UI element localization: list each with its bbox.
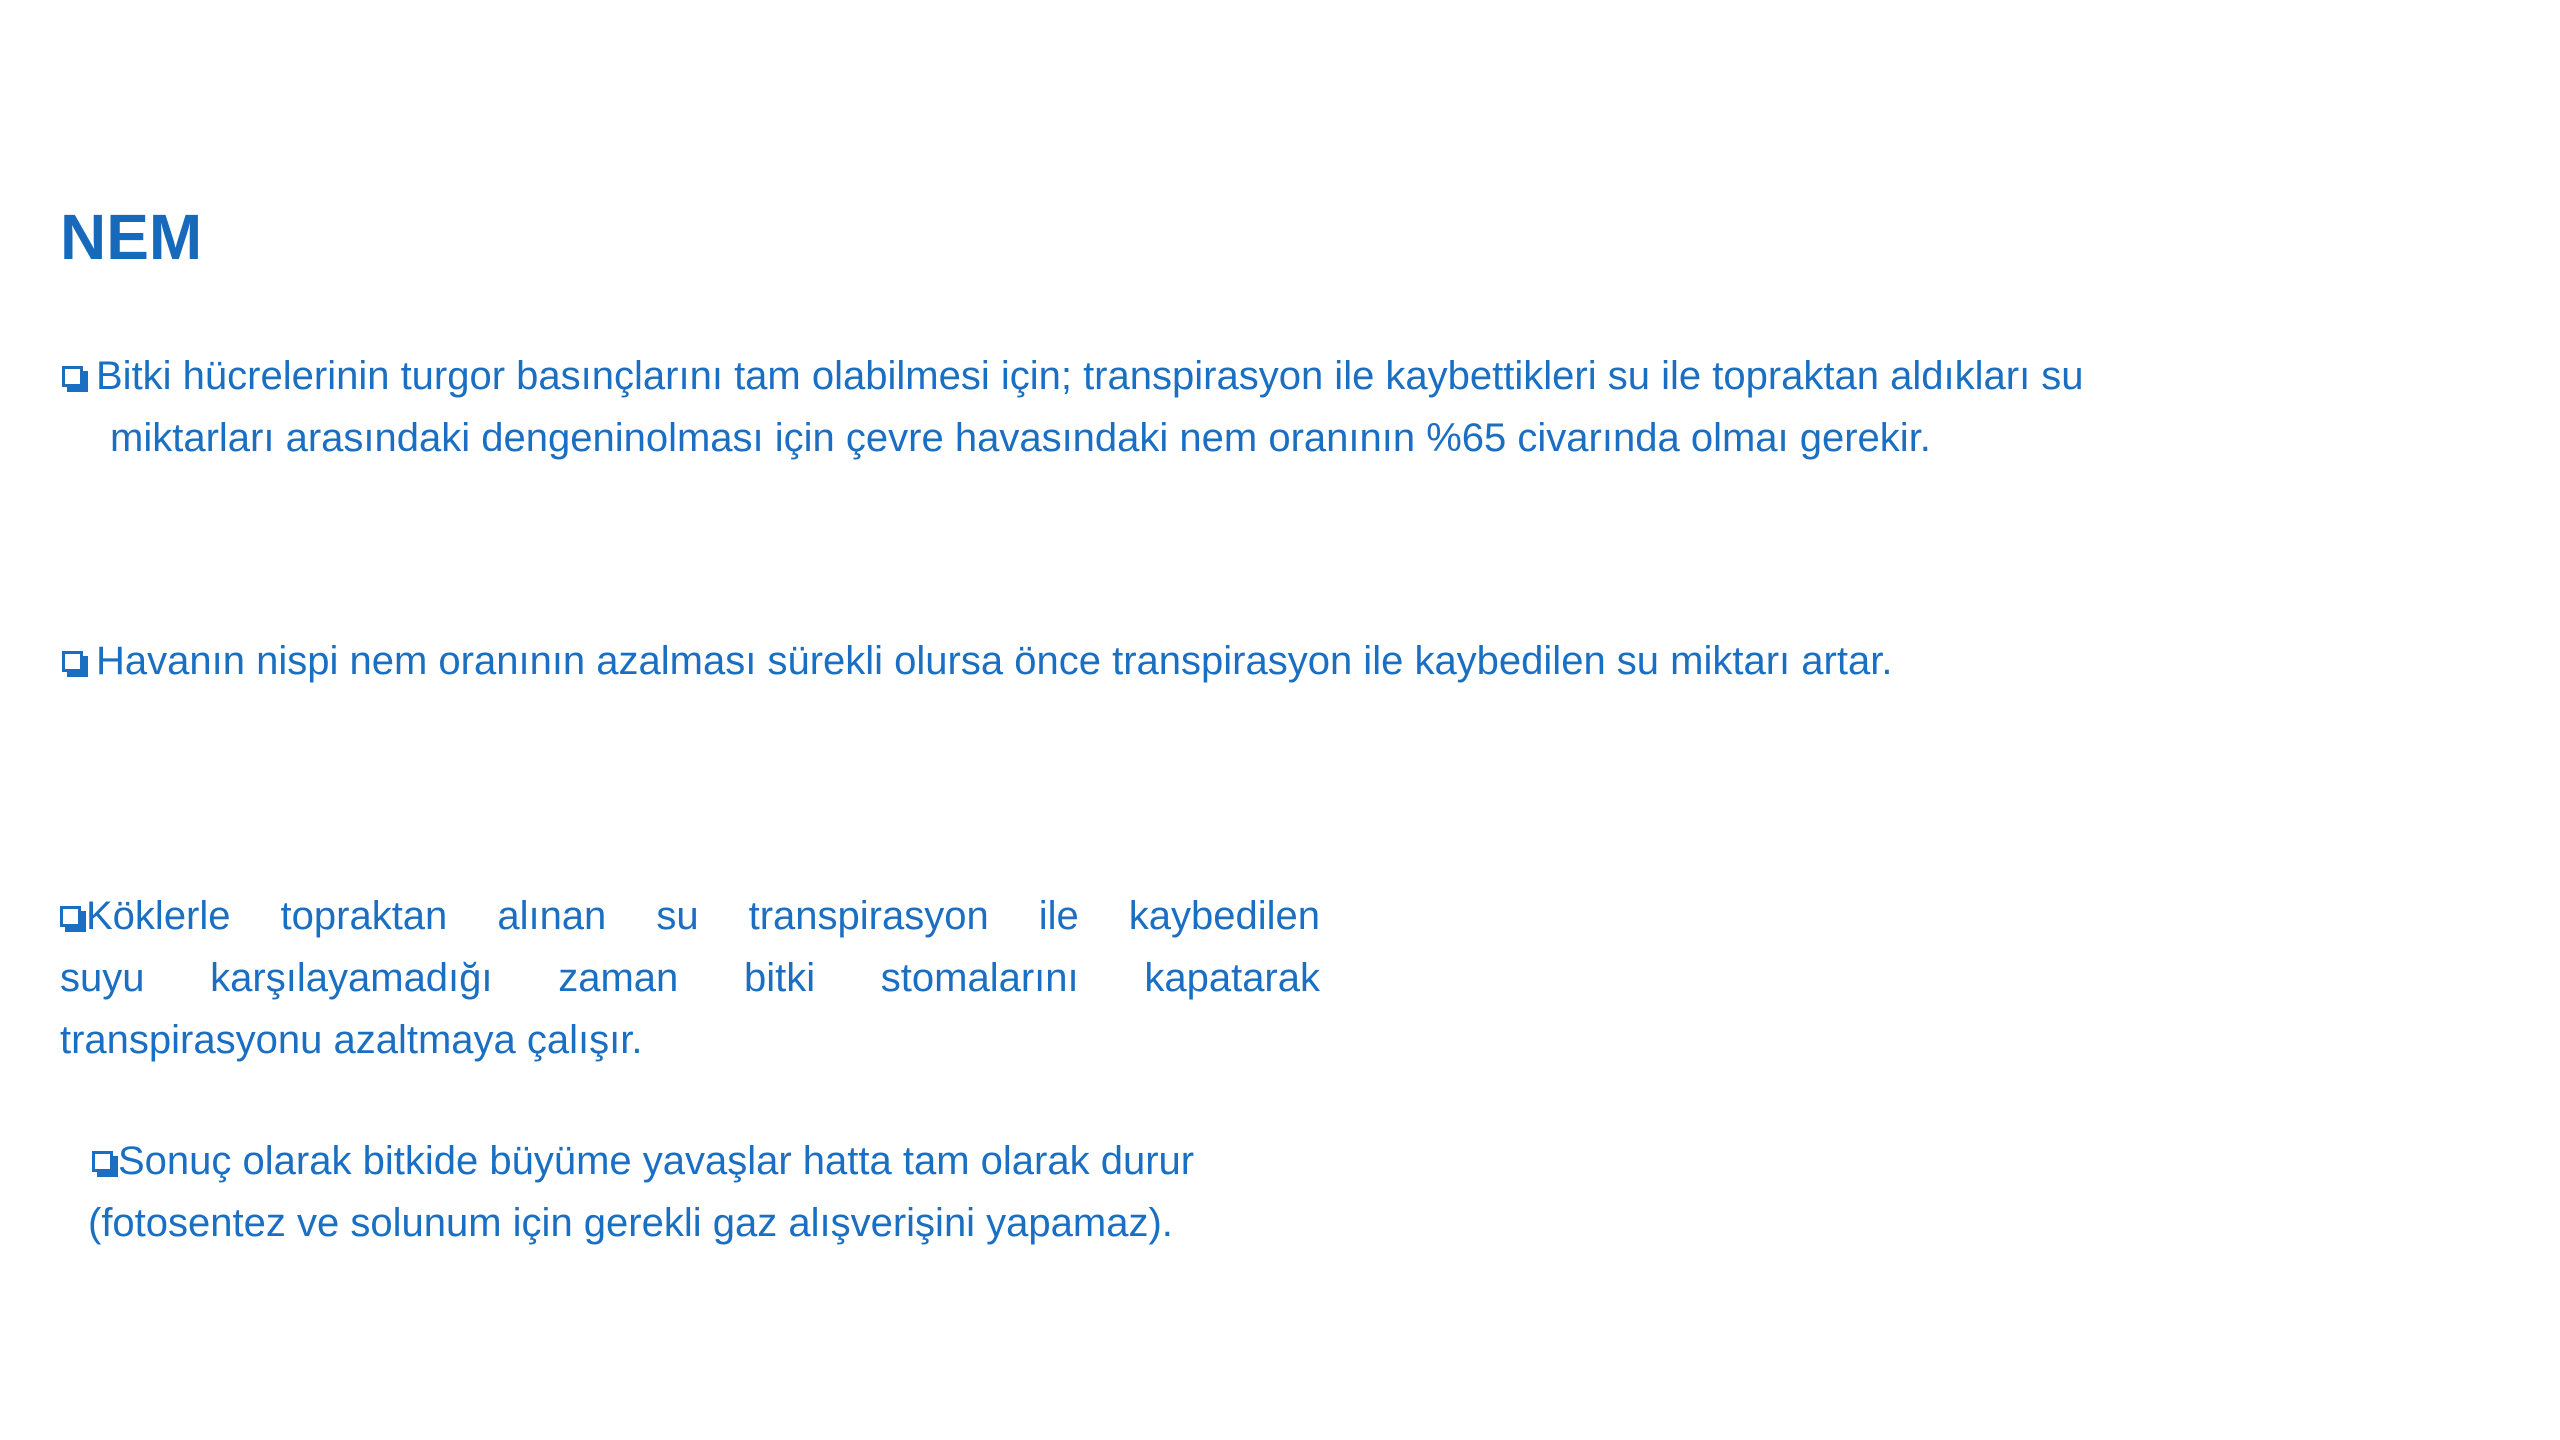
bullet-line xyxy=(62,630,2502,692)
bullet-line xyxy=(60,885,1320,947)
bullet-line xyxy=(62,345,2502,407)
bullet-paragraph-3 xyxy=(60,885,1320,1071)
bullet-line: transpirasyonu azaltmaya çalışır. xyxy=(60,1018,643,1062)
bullet-line: (fotosentez ve solunum için gerekli gaz alışverişini yapamaz). xyxy=(88,1201,1173,1245)
checkbox-bullet-icon xyxy=(60,904,86,930)
bullet-text: Köklerle topraktan alınan su transpirasyon ile kaybedilen xyxy=(86,894,1320,938)
checkbox-bullet-icon xyxy=(92,1149,118,1175)
bullet-line: suyu karşılayamadığı zaman bitki stomalarını kapatarak xyxy=(60,956,1320,1000)
bullet-text: Bitki hücrelerinin turgor basınçlarını tam olabilmesi için; transpirasyon ile kaybettikleri su ile topraktan aldıkları su xyxy=(96,354,2084,398)
bullet-text: Havanın nispi nem oranının azalması sürekli olursa önce transpirasyon ile kaybedilen su miktarı artar. xyxy=(96,639,1893,683)
bullet-text: Sonuç olarak bitkide büyüme yavaşlar hatta tam olarak durur xyxy=(118,1139,1195,1183)
checkbox-bullet-icon xyxy=(62,649,88,675)
bullet-paragraph-1 xyxy=(62,345,2502,469)
bullet-paragraph-4 xyxy=(88,1130,1388,1254)
bullet-line: miktarları arasındaki dengeninolması için çevre havasındaki nem oranının %65 civarında olmaı gerekir. xyxy=(110,416,1931,460)
checkbox-bullet-icon xyxy=(62,364,88,390)
bullet-paragraph-2 xyxy=(62,630,2502,692)
bullet-line xyxy=(88,1130,1388,1192)
slide-title: NEM xyxy=(60,201,203,273)
